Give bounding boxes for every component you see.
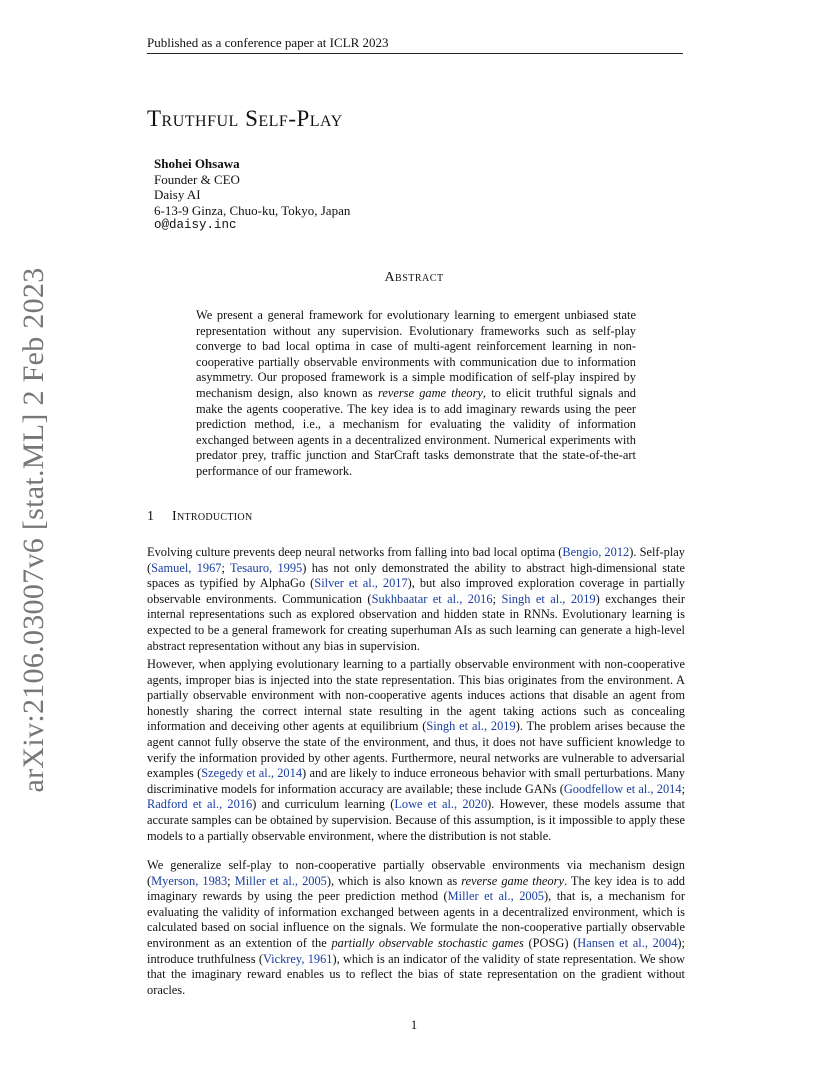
author-name: Shohei Ohsawa <box>154 156 240 171</box>
paragraph-text: ; <box>227 873 235 888</box>
paragraph-text: ). The problem arises because the agent cannot fully observe the state of the environment, and thus, it does not have sufficient knowledge to verify the information provided by other agents. Furthermore, neural networks are vulnerable to adversarial examples ( <box>147 719 685 781</box>
citation-link[interactable]: Silver et al., 2017 <box>314 576 408 591</box>
arxiv-watermark <box>10 267 58 793</box>
citation-link[interactable]: Hansen et al., 2004 <box>577 935 678 950</box>
author-org: Daisy AI <box>154 187 201 202</box>
paragraph-text: ; <box>492 591 502 606</box>
author-role: Founder & CEO <box>154 171 240 187</box>
citation-link[interactable]: Miller et al., 2005 <box>447 889 544 904</box>
intro-paragraph-3 <box>147 858 685 998</box>
paragraph-text: ), but also improved exploration coverage in partially observable environments. Communication ( <box>147 576 685 606</box>
intro-paragraph-2 <box>147 657 685 844</box>
running-header: Published as a conference paper at ICLR 2023 <box>147 35 389 50</box>
paragraph-text: However, when applying evolutionary learning to a partially observable environment with non-cooperative agents, improper bias is injected into the state representation. This bias originates from the environment. A partially observable environment with non-cooperative agents induces actions that disable an agent from honestly sharing the correct internal state resulting in the agent taking actions such as concealing information and deceiving other agents at equilibrium ( <box>147 657 685 734</box>
paragraph-text: ), which is also known as <box>326 873 462 888</box>
paragraph-text: ) has not only demonstrated the ability to abstract high-dimensional state spaces as typified by AlphaGo ( <box>147 560 685 591</box>
citation-link[interactable]: Lowe et al., 2020 <box>394 797 488 812</box>
section-title: Introduction <box>172 509 253 524</box>
citation-link[interactable]: Singh et al., 2019 <box>426 719 516 734</box>
citation-link[interactable]: Radford et al., 2016 <box>147 797 253 812</box>
paragraph-text: We generalize self-play to non-cooperative partially observable environments via mechanism design ( <box>147 858 685 888</box>
paragraph-text: ); introduce truthfulness ( <box>147 935 685 966</box>
abstract-text: We present a general framework for evolutionary learning to emergent unbiased state representation without any supervision. Evolutionary frameworks such as self-play converge to bad local optima in case of multi-agent reinforcement learning in non-cooperative partially observable environments with communication due to information asymmetry. Our proposed framework is a simple modification of self-play inspired by mechanism design, also known as <box>196 308 636 400</box>
section-heading <box>147 509 252 525</box>
emphasis-text: reverse game theory <box>461 873 564 888</box>
paragraph-text: ; <box>681 781 686 796</box>
paragraph-text: ), which is an indicator of the validity of state representation. We show that the imaginary reward enables us to reflect the bias of state representation on the gradient without oracles. <box>147 951 685 997</box>
author-address: 6-13-9 Ginza, Chuo-ku, Tokyo, Japan <box>154 202 351 218</box>
paragraph-text: ) and curriculum learning ( <box>252 797 395 812</box>
citation-link[interactable]: Bengio, 2012 <box>562 545 630 559</box>
paragraph-text: (POSG) ( <box>523 935 578 950</box>
section-number: 1 <box>147 509 155 524</box>
paragraph-text: . The key idea is to add imaginary rewards by using the peer prediction method ( <box>147 873 686 904</box>
abstract-body <box>196 308 636 480</box>
paragraph-text: ), that is, a mechanism for evaluating the validity of information exchanged between agents in a decentralized environment, which is calculated based on social influence on the signals. We formulate the non-cooperative partially observable environment as an extention of the <box>147 889 686 950</box>
citation-link[interactable]: Myerson, 1983 <box>151 873 228 888</box>
citation-link[interactable]: Vickrey, 1961 <box>262 951 333 966</box>
paragraph-text: ) and are likely to induce erroneous behavior with small perturbations. Many discriminative models for information accuracy are available; these include GANs ( <box>147 766 685 796</box>
author-block <box>154 156 350 234</box>
citation-link[interactable]: Goodfellow et al., 2014 <box>563 781 682 796</box>
abstract-heading: Abstract <box>384 270 444 285</box>
arxiv-identifier[interactable]: arXiv:2106.03007v6 [stat.ML] 2 Feb 2023 <box>17 267 50 793</box>
author-email[interactable]: o@daisy.inc <box>154 218 237 232</box>
citation-link[interactable]: Singh et al., 2019 <box>501 591 596 606</box>
emphasis-text: partially observable stochastic games <box>331 935 524 950</box>
citation-link[interactable]: Miller et al., 2005 <box>234 873 327 888</box>
abstract-emphasis: reverse game theory <box>377 385 483 400</box>
citation-link[interactable]: Tesauro, 1995 <box>230 560 303 575</box>
page-number: 1 <box>410 1017 418 1032</box>
abstract-text: , to elicit truthful signals and make the agents cooperative. The key idea is to add imaginary rewards using the peer prediction method, i.e., a mechanism for evaluating the validity of information exchanged between agents in a decentralized environment. Numerical experiments with predator prey, traffic junction and StarCraft tasks demonstrate that the state-of-the-art performance of our framework. <box>196 385 636 478</box>
intro-paragraph-1 <box>147 545 685 654</box>
header-rule <box>147 53 683 54</box>
citation-link[interactable]: Sukhbaatar et al., 2016 <box>371 591 493 606</box>
paragraph-text: ). Self-play ( <box>147 545 685 575</box>
paragraph-text: ) exchanges their internal representations such as explored observation and hidden state in RNNs. Evolutionary learning is expected to be a general framework for creating superhuman AIs as such learning can generate a high-level abstract representation without any bias in supervision. <box>147 591 685 653</box>
citation-link[interactable]: Szegedy et al., 2014 <box>201 766 303 781</box>
paragraph-text: Evolving culture prevents deep neural networks from falling into bad local optima ( <box>147 545 563 559</box>
paragraph-text: ; <box>221 560 231 575</box>
paper-title: Truthful Self-Play <box>147 106 343 131</box>
paragraph-text: ). However, these models assume that accurate samples can be obtained by supervision. Because of this assumption, is it impossible to apply these models to a partially observable environment, where the distribution is not stable. <box>147 797 685 843</box>
citation-link[interactable]: Samuel, 1967 <box>151 560 222 575</box>
